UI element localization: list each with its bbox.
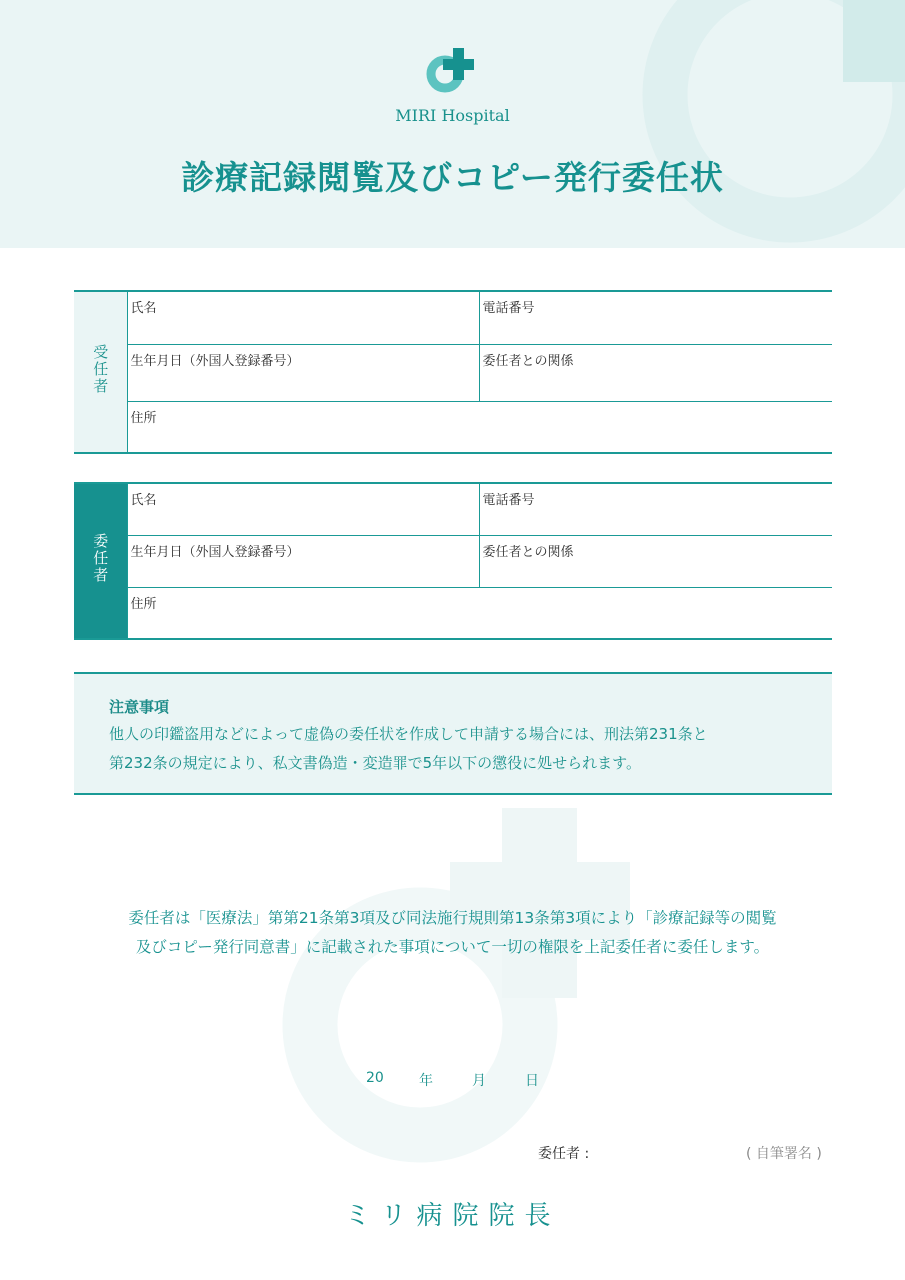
delegator-relation-field[interactable]: 委任者との関係 [479,535,832,587]
date-month-label: 月 [472,1073,486,1089]
delegator-birth-field[interactable]: 生年月日（外国人登録番号） [127,535,479,587]
recipient-name-field[interactable]: 氏名 [127,291,479,344]
recipient-phone-field[interactable]: 電話番号 [479,291,832,344]
notice-line: 第232条の規定により、私文書偽造・変造罪で5年以下の懲役に処せられます。 [109,754,641,772]
signature-row [0,1143,905,1163]
hospital-name: MIRI Hospital [395,106,510,125]
delegator-name-field[interactable]: 氏名 [127,483,479,535]
director-title: ミリ病院院長 [344,1201,561,1231]
notice-title: 注意事項 [109,698,170,716]
page-title: 診療記録閲覧及びコピー発行委任状 [181,158,724,197]
delegator-table [74,482,832,640]
date-row [0,1070,905,1090]
date-year-prefix[interactable]: 20 [366,1070,384,1086]
delegator-address-field[interactable]: 住所 [127,587,832,639]
delegation-line: 及びコピー発行同意書」に記載された事項について一切の権限を上記委任者に委任します。 [135,938,770,956]
notice-body [109,720,809,778]
notice-box [74,672,832,795]
signature-hint: ( 自筆署名 ) [746,1146,822,1162]
date-day-label: 日 [525,1073,539,1089]
delegation-line: 委任者は「医療法」第第21条第3項及び同法施行規則第13条第3項により「診療記録等の閲覧 [128,909,777,927]
hospital-logo-icon [425,46,481,96]
recipient-relation-field[interactable]: 委任者との関係 [479,344,832,401]
background-logo-watermark [270,800,650,1170]
delegation-statement [0,904,905,962]
recipient-table [74,290,832,454]
recipient-address-field[interactable]: 住所 [127,401,832,453]
delegator-side-label: 委任者 [74,483,127,639]
recipient-birth-field[interactable]: 生年月日（外国人登録番号） [127,344,479,401]
notice-line: 他人の印鑑盗用などによって虚偽の委任状を作成して申請する場合には、刑法第231条と [109,725,708,743]
delegator-phone-field[interactable]: 電話番号 [479,483,832,535]
recipient-side-label: 受任者 [74,291,127,453]
date-year-label: 年 [419,1073,433,1089]
signature-label: 委任者 : [538,1146,590,1162]
